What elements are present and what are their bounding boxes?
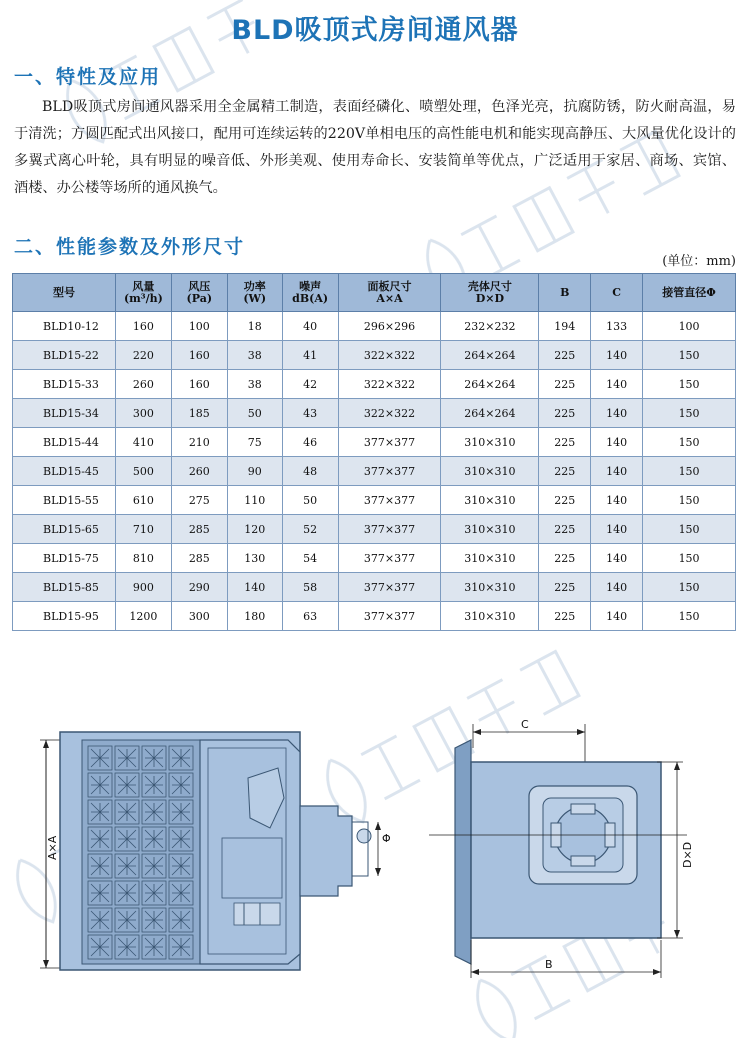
table-cell: 160 xyxy=(171,341,227,370)
table-cell: 225 xyxy=(539,573,591,602)
section-heading-features: 一、特性及应用 xyxy=(14,66,162,88)
table-cell: 225 xyxy=(539,341,591,370)
column-header-title: B xyxy=(560,285,570,299)
table-cell: BLD15-33 xyxy=(13,370,116,399)
table-cell: 180 xyxy=(227,602,282,631)
table-cell: 310×310 xyxy=(441,573,539,602)
table-cell: 285 xyxy=(171,515,227,544)
grille-slats xyxy=(145,749,163,767)
grille-slats xyxy=(172,776,190,794)
table-cell: 225 xyxy=(539,370,591,399)
table-cell: 40 xyxy=(282,312,338,341)
table-cell: 42 xyxy=(282,370,338,399)
grille-slats xyxy=(91,884,109,902)
table-cell: 500 xyxy=(115,457,171,486)
table-cell: 52 xyxy=(282,515,338,544)
table-row xyxy=(13,341,736,370)
table-cell: 38 xyxy=(227,341,282,370)
table-cell: 46 xyxy=(282,428,338,457)
table-cell: 150 xyxy=(643,457,736,486)
column-header xyxy=(643,274,736,312)
table-cell: 185 xyxy=(171,399,227,428)
table-cell: 140 xyxy=(591,399,643,428)
table-cell: 310×310 xyxy=(441,486,539,515)
table-cell: 310×310 xyxy=(441,602,539,631)
table-cell: 377×377 xyxy=(338,457,441,486)
table-cell: 377×377 xyxy=(338,486,441,515)
grille-slats xyxy=(118,749,136,767)
table-row xyxy=(13,515,736,544)
table-cell: 110 xyxy=(227,486,282,515)
grille-slats xyxy=(118,938,136,956)
table-cell: 225 xyxy=(539,515,591,544)
grille-slats xyxy=(172,911,190,929)
side-view-drawing xyxy=(425,718,697,986)
table-cell: 150 xyxy=(643,573,736,602)
grille-slats xyxy=(172,803,190,821)
table-cell: BLD15-34 xyxy=(13,399,116,428)
table-cell: BLD10-12 xyxy=(13,312,116,341)
grille-slats xyxy=(91,776,109,794)
column-header xyxy=(171,274,227,312)
table-cell: 300 xyxy=(171,602,227,631)
grille-slats xyxy=(91,830,109,848)
table-cell: 296×296 xyxy=(338,312,441,341)
table-cell: 275 xyxy=(171,486,227,515)
table-cell: 300 xyxy=(115,399,171,428)
grille-slats xyxy=(145,803,163,821)
table-cell: 225 xyxy=(539,457,591,486)
table-cell: BLD15-44 xyxy=(13,428,116,457)
table-cell: 150 xyxy=(643,370,736,399)
grille-slats xyxy=(145,830,163,848)
grille-slats xyxy=(145,938,163,956)
column-header xyxy=(13,274,116,312)
column-header xyxy=(115,274,171,312)
grille-slats xyxy=(172,938,190,956)
table-cell: 90 xyxy=(227,457,282,486)
table-body xyxy=(13,312,736,631)
table-cell: 140 xyxy=(591,573,643,602)
table-cell: 310×310 xyxy=(441,544,539,573)
table-cell: 264×264 xyxy=(441,341,539,370)
grille-slats xyxy=(172,830,190,848)
table-header-row xyxy=(13,274,736,312)
table-cell: 377×377 xyxy=(338,515,441,544)
column-header xyxy=(282,274,338,312)
grille-slats xyxy=(118,830,136,848)
column-header-title: 面板尺寸 xyxy=(367,279,412,293)
table-cell: BLD15-85 xyxy=(13,573,116,602)
grille-slats xyxy=(145,776,163,794)
grille-slats xyxy=(118,803,136,821)
grille-slats xyxy=(145,857,163,875)
label-phi: Φ xyxy=(382,832,391,845)
column-header-title: 噪声 xyxy=(299,279,322,293)
grille-slats xyxy=(118,857,136,875)
column-header-unit: dB(A) xyxy=(292,291,329,305)
table-cell: 50 xyxy=(282,486,338,515)
table-cell: 100 xyxy=(171,312,227,341)
grille-slats xyxy=(172,857,190,875)
grille-slats xyxy=(91,803,109,821)
table-cell: 100 xyxy=(643,312,736,341)
table-cell: 260 xyxy=(171,457,227,486)
column-header-title: 风压 xyxy=(188,279,211,293)
column-header xyxy=(441,274,539,312)
table-cell: 225 xyxy=(539,544,591,573)
table-cell: 310×310 xyxy=(441,428,539,457)
column-header-unit: (m³/h) xyxy=(123,291,163,305)
table-cell: 140 xyxy=(591,428,643,457)
table-cell: 18 xyxy=(227,312,282,341)
table-cell: 900 xyxy=(115,573,171,602)
table-cell: 810 xyxy=(115,544,171,573)
table-cell: 225 xyxy=(539,602,591,631)
label-b: B xyxy=(545,958,553,971)
front-view-drawing xyxy=(38,718,410,976)
column-header-title: 型号 xyxy=(52,285,75,299)
table-cell: BLD15-55 xyxy=(13,486,116,515)
table-cell: 140 xyxy=(227,573,282,602)
table-cell: 150 xyxy=(643,486,736,515)
table-cell: 310×310 xyxy=(441,515,539,544)
table-cell: 48 xyxy=(282,457,338,486)
table-cell: 160 xyxy=(171,370,227,399)
table-row xyxy=(13,573,736,602)
table-cell: 140 xyxy=(591,341,643,370)
table-cell: 377×377 xyxy=(338,573,441,602)
table-cell: BLD15-65 xyxy=(13,515,116,544)
table-cell: 377×377 xyxy=(338,428,441,457)
table-row xyxy=(13,602,736,631)
grille-slats xyxy=(118,911,136,929)
table-cell: 43 xyxy=(282,399,338,428)
table-row xyxy=(13,457,736,486)
table-cell: 150 xyxy=(643,341,736,370)
column-header xyxy=(539,274,591,312)
grille-slats xyxy=(91,857,109,875)
column-header xyxy=(227,274,282,312)
table-cell: 220 xyxy=(115,341,171,370)
column-header-title: 接管直径Φ xyxy=(662,285,716,299)
column-header-title: 风量 xyxy=(132,279,155,293)
column-header-unit: A×A xyxy=(376,291,403,305)
features-paragraph: BLD吸顶式房间通风器采用全金属精工制造，表面经磷化、喷塑处理，色泽光亮，抗腐防锈，防火耐高温，易于清洗；方圆匹配式出风接口，配用可连续运转的220V单相电压的高性能电机和能实现高静压、大风量优化设计的多翼式离心叶轮，具有明显的噪音低、外形美观、使用寿命长、安装简单等优点，广泛适用于家居、商场、宾馆、酒楼、办公楼等场所的通风换气。 xyxy=(14,99,736,196)
table-cell: 264×264 xyxy=(441,370,539,399)
grille-slats xyxy=(91,749,109,767)
table-cell: BLD15-75 xyxy=(13,544,116,573)
column-header-unit: (Pa) xyxy=(186,291,213,305)
table-cell: 140 xyxy=(591,457,643,486)
table-cell: 377×377 xyxy=(338,544,441,573)
table-cell: 310×310 xyxy=(441,457,539,486)
table-cell: 150 xyxy=(643,515,736,544)
page-title: BLD吸顶式房间通风器 xyxy=(231,15,519,46)
table-cell: 232×232 xyxy=(441,312,539,341)
table-cell: BLD15-22 xyxy=(13,341,116,370)
table-cell: BLD15-45 xyxy=(13,457,116,486)
label-dxd: D×D xyxy=(681,841,694,868)
table-cell: 210 xyxy=(171,428,227,457)
column-header xyxy=(338,274,441,312)
table-cell: BLD15-95 xyxy=(13,602,116,631)
table-cell: 225 xyxy=(539,399,591,428)
table-cell: 38 xyxy=(227,370,282,399)
table-cell: 322×322 xyxy=(338,399,441,428)
table-cell: 610 xyxy=(115,486,171,515)
table-cell: 290 xyxy=(171,573,227,602)
grille-slats xyxy=(145,884,163,902)
table-cell: 140 xyxy=(591,486,643,515)
parameter-table xyxy=(12,273,736,631)
table-cell: 150 xyxy=(643,399,736,428)
table-cell: 285 xyxy=(171,544,227,573)
table-cell: 140 xyxy=(591,515,643,544)
table-cell: 322×322 xyxy=(338,370,441,399)
table-cell: 133 xyxy=(591,312,643,341)
table-cell: 140 xyxy=(591,370,643,399)
section-heading-parameters: 二、性能参数及外形尺寸 xyxy=(14,236,246,258)
table-cell: 260 xyxy=(115,370,171,399)
column-header-title: 功率 xyxy=(243,279,266,293)
table-row xyxy=(13,399,736,428)
table-cell: 150 xyxy=(643,428,736,457)
grille-slats xyxy=(118,884,136,902)
table-cell: 75 xyxy=(227,428,282,457)
column-header-title: 壳体尺寸 xyxy=(467,279,512,293)
table-cell: 150 xyxy=(643,602,736,631)
table-cell: 130 xyxy=(227,544,282,573)
table-cell: 50 xyxy=(227,399,282,428)
label-c: C xyxy=(521,718,529,731)
table-cell: 225 xyxy=(539,428,591,457)
column-header-unit: D×D xyxy=(475,291,505,305)
table-cell: 140 xyxy=(591,544,643,573)
table-cell: 58 xyxy=(282,573,338,602)
grille-slats xyxy=(145,911,163,929)
table-cell: 194 xyxy=(539,312,591,341)
grille-slats xyxy=(118,776,136,794)
table-cell: 120 xyxy=(227,515,282,544)
table-cell: 54 xyxy=(282,544,338,573)
grille-slats xyxy=(91,911,109,929)
table-cell: 160 xyxy=(115,312,171,341)
table-cell: 1200 xyxy=(115,602,171,631)
column-header xyxy=(591,274,643,312)
table-cell: 264×264 xyxy=(441,399,539,428)
table-cell: 41 xyxy=(282,341,338,370)
table-cell: 710 xyxy=(115,515,171,544)
table-row xyxy=(13,312,736,341)
table-cell: 140 xyxy=(591,602,643,631)
grille-slats xyxy=(172,884,190,902)
grille-slats xyxy=(91,938,109,956)
table-cell: 410 xyxy=(115,428,171,457)
table-cell: 322×322 xyxy=(338,341,441,370)
column-header-unit: (W) xyxy=(243,291,267,305)
column-header-title: C xyxy=(612,285,622,299)
label-axa: A×A xyxy=(46,835,59,860)
table-cell: 377×377 xyxy=(338,602,441,631)
table-cell: 225 xyxy=(539,486,591,515)
grille-slats xyxy=(172,749,190,767)
table-row xyxy=(13,544,736,573)
unit-note: (单位：mm) xyxy=(662,254,736,269)
table-cell: 150 xyxy=(643,544,736,573)
table-cell: 63 xyxy=(282,602,338,631)
table-row xyxy=(13,486,736,515)
table-row xyxy=(13,428,736,457)
table-row xyxy=(13,370,736,399)
